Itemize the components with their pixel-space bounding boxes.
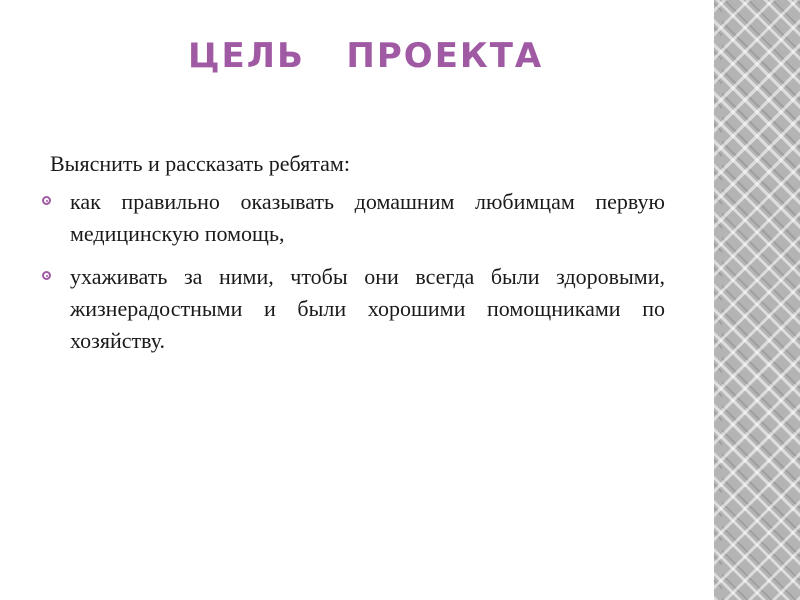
bullet-item: [40, 186, 665, 250]
slide-title: ЦЕЛЬ ПРОЕКТА: [188, 36, 544, 76]
circle-bullet-icon: [42, 196, 51, 205]
circle-bullet-icon: [42, 271, 51, 280]
bullet-item: [40, 261, 665, 357]
bullet-text: ухаживать за ними, чтобы они всегда были здоровыми, жизнерадостными и были хорошими помощниками по хозяйству.: [70, 264, 665, 353]
decorative-side-pattern: [714, 0, 800, 600]
bullet-list: [40, 186, 665, 357]
slide-content: [40, 148, 665, 368]
bullet-text: как правильно оказывать домашним любимцам первую медицинскую помощь,: [70, 189, 665, 246]
intro-text: Выяснить и рассказать ребятам:: [50, 151, 350, 176]
